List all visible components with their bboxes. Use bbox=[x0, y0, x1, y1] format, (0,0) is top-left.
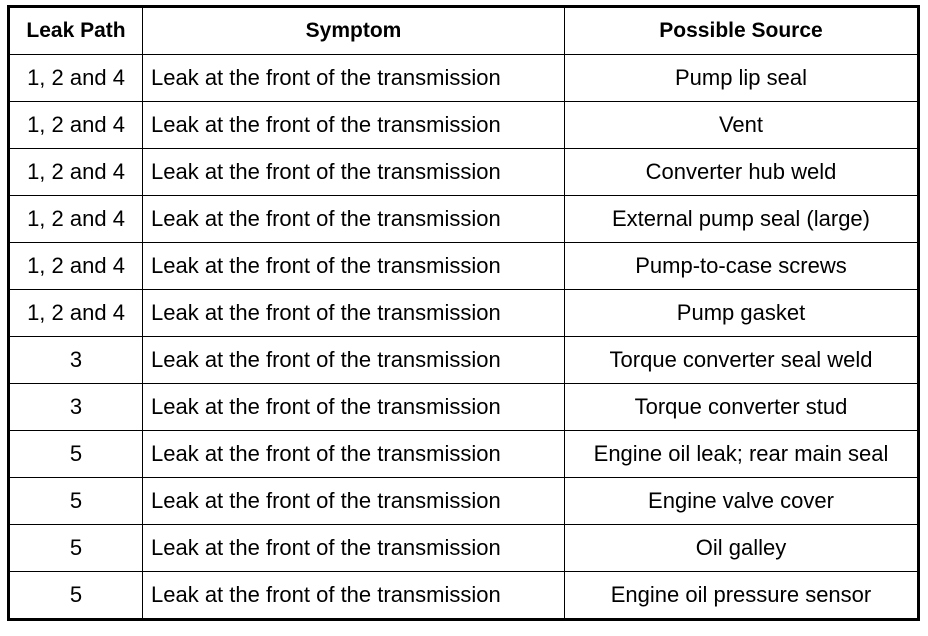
cell-symptom: Leak at the front of the transmission bbox=[143, 384, 565, 431]
cell-symptom: Leak at the front of the transmission bbox=[143, 525, 565, 572]
cell-possible-source: Oil galley bbox=[565, 525, 919, 572]
cell-symptom: Leak at the front of the transmission bbox=[143, 431, 565, 478]
table-row bbox=[9, 290, 919, 337]
leak-diagnosis-table bbox=[7, 5, 920, 621]
table-row bbox=[9, 478, 919, 525]
cell-possible-source: Torque converter seal weld bbox=[565, 337, 919, 384]
cell-symptom: Leak at the front of the transmission bbox=[143, 55, 565, 102]
table-row bbox=[9, 196, 919, 243]
cell-possible-source: Engine valve cover bbox=[565, 478, 919, 525]
cell-leak-path: 1, 2 and 4 bbox=[9, 149, 143, 196]
cell-possible-source: Converter hub weld bbox=[565, 149, 919, 196]
cell-symptom: Leak at the front of the transmission bbox=[143, 572, 565, 620]
cell-possible-source: Pump gasket bbox=[565, 290, 919, 337]
cell-possible-source: Pump-to-case screws bbox=[565, 243, 919, 290]
cell-possible-source: Engine oil pressure sensor bbox=[565, 572, 919, 620]
cell-symptom: Leak at the front of the transmission bbox=[143, 337, 565, 384]
cell-possible-source: Vent bbox=[565, 102, 919, 149]
table-row bbox=[9, 431, 919, 478]
cell-symptom: Leak at the front of the transmission bbox=[143, 478, 565, 525]
cell-leak-path: 1, 2 and 4 bbox=[9, 290, 143, 337]
cell-possible-source: Engine oil leak; rear main seal bbox=[565, 431, 919, 478]
table-row bbox=[9, 55, 919, 102]
table-row bbox=[9, 102, 919, 149]
cell-symptom: Leak at the front of the transmission bbox=[143, 149, 565, 196]
header-symptom: Symptom bbox=[143, 7, 565, 55]
cell-leak-path: 3 bbox=[9, 384, 143, 431]
cell-possible-source: Torque converter stud bbox=[565, 384, 919, 431]
header-possible-source: Possible Source bbox=[565, 7, 919, 55]
table-row bbox=[9, 572, 919, 620]
table-row bbox=[9, 384, 919, 431]
cell-leak-path: 5 bbox=[9, 431, 143, 478]
table-row bbox=[9, 525, 919, 572]
cell-leak-path: 5 bbox=[9, 525, 143, 572]
cell-leak-path: 3 bbox=[9, 337, 143, 384]
cell-possible-source: Pump lip seal bbox=[565, 55, 919, 102]
table-row bbox=[9, 149, 919, 196]
table-row bbox=[9, 337, 919, 384]
cell-leak-path: 1, 2 and 4 bbox=[9, 243, 143, 290]
cell-leak-path: 5 bbox=[9, 572, 143, 620]
header-leak-path: Leak Path bbox=[9, 7, 143, 55]
cell-symptom: Leak at the front of the transmission bbox=[143, 243, 565, 290]
table-row bbox=[9, 243, 919, 290]
cell-symptom: Leak at the front of the transmission bbox=[143, 290, 565, 337]
cell-symptom: Leak at the front of the transmission bbox=[143, 196, 565, 243]
cell-leak-path: 1, 2 and 4 bbox=[9, 55, 143, 102]
table-header-row bbox=[9, 7, 919, 55]
cell-leak-path: 5 bbox=[9, 478, 143, 525]
cell-symptom: Leak at the front of the transmission bbox=[143, 102, 565, 149]
cell-leak-path: 1, 2 and 4 bbox=[9, 196, 143, 243]
cell-possible-source: External pump seal (large) bbox=[565, 196, 919, 243]
cell-leak-path: 1, 2 and 4 bbox=[9, 102, 143, 149]
